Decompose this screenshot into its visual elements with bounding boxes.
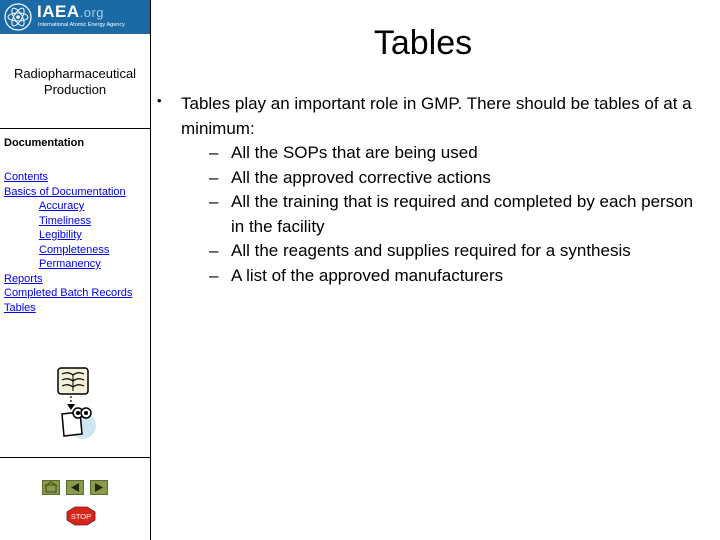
sub-list-item: – All the SOPs that are being used — [203, 141, 710, 166]
dash-marker: – — [209, 192, 219, 211]
dash-marker: – — [209, 143, 219, 162]
dash-marker: – — [209, 265, 219, 285]
nav-link-tables[interactable]: Tables — [4, 301, 36, 314]
divider — [0, 457, 150, 458]
sub-list-item: – A list of the approved manufacturers — [203, 264, 710, 289]
nav-link-contents[interactable]: Contents — [4, 171, 49, 183]
next-button[interactable] — [90, 480, 108, 495]
dash-marker: – — [209, 241, 219, 260]
nav-link-timeliness[interactable]: Timeliness — [39, 214, 92, 227]
home-icon — [43, 481, 59, 494]
bullet-text: Tables play an important role in GMP. There should be tables of at a minimum: — [181, 94, 692, 138]
stop-button[interactable] — [66, 506, 96, 526]
slide-body — [150, 92, 710, 288]
stop-label: STOP — [70, 512, 92, 521]
sidebar-nav — [0, 170, 150, 315]
sub-list-item: – All the approved corrective actions — [203, 166, 710, 191]
sub-list — [150, 141, 710, 288]
atom-emblem-icon — [3, 2, 33, 32]
nav-link-completeness[interactable]: Completeness — [39, 243, 110, 256]
bullet-marker: • — [157, 93, 162, 108]
sub-list-item: – All the reagents and supplies required for a synthesis — [203, 239, 710, 264]
nav-link-basics[interactable]: Basics of Documentation — [4, 185, 126, 198]
nav-link-reports[interactable]: Reports — [4, 272, 43, 285]
nav-link-legibility[interactable]: Legibility — [39, 229, 82, 241]
sub-list-item: – All the training that is required and completed by each person in the facility — [209, 192, 694, 236]
arrow-left-icon — [67, 481, 83, 494]
bullet-group — [172, 141, 710, 288]
logo-text: IAEA.org — [37, 2, 105, 21]
iaea-logo[interactable] — [0, 0, 150, 34]
nav-link-batch-records[interactable]: Completed Batch Records — [4, 287, 133, 299]
divider — [0, 128, 150, 129]
dash-marker: – — [209, 167, 219, 187]
section-title: Radiopharmaceutical Production — [13, 66, 137, 97]
nav-link-permanency[interactable]: Permanency — [39, 258, 101, 270]
bullet-item — [150, 92, 710, 141]
arrow-right-icon — [91, 481, 107, 494]
documentation-label: Documentation — [4, 137, 85, 149]
previous-button[interactable] — [66, 480, 84, 495]
nav-link-accuracy[interactable]: Accuracy — [39, 200, 85, 212]
sidebar — [0, 0, 151, 540]
slide-title: Tables — [373, 24, 473, 62]
logo-subtitle: International Atomic Energy Agency — [38, 22, 125, 28]
home-button[interactable] — [42, 480, 60, 495]
book-and-person-illustration-icon — [50, 364, 100, 444]
